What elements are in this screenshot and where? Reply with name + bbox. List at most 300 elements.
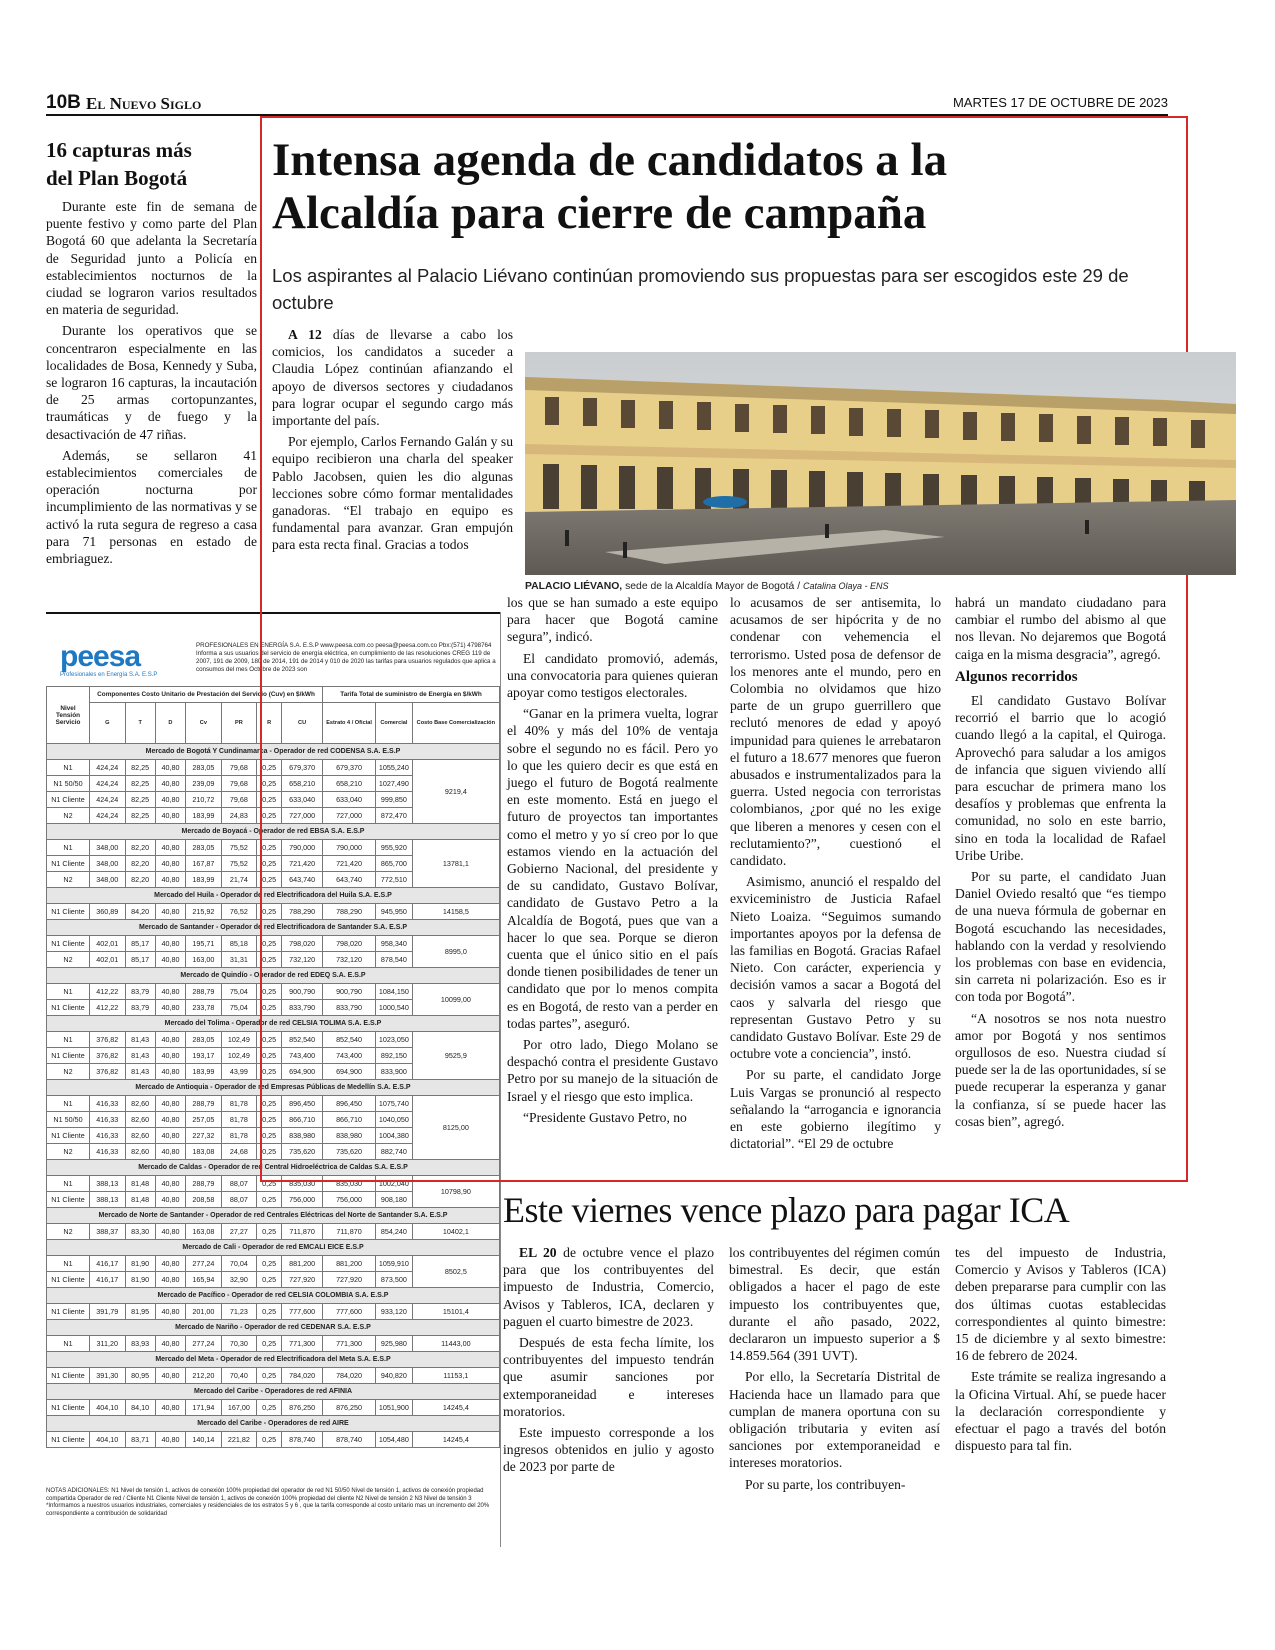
base-cost-cell: 8995,0 [412, 936, 499, 968]
table-cell: 88,07 [221, 1192, 257, 1208]
photo-caption-text: sede de la Alcaldía Mayor de Bogotá / [622, 581, 803, 592]
base-cost-cell: 14245,4 [412, 1400, 499, 1416]
table-cell: 40,80 [155, 1144, 185, 1160]
base-cost-cell: 8502,5 [412, 1256, 499, 1288]
table-cell: 958,340 [376, 936, 413, 952]
table-cell: 239,09 [186, 776, 222, 792]
table-cell: 82,25 [125, 776, 155, 792]
table-cell: 0,25 [257, 1144, 282, 1160]
table-row [47, 1400, 500, 1416]
table-cell: 88,07 [221, 1176, 257, 1192]
market-title: Mercado de Antioquia - Operador de red Empresas Públicas de Medellín S.A. E.S.P [47, 1080, 500, 1096]
table-cell: 771,300 [282, 1336, 323, 1352]
table-cell: 81,43 [125, 1064, 155, 1080]
table-cell: 416,33 [90, 1144, 126, 1160]
table-cell: 283,05 [186, 840, 222, 856]
table-cell: 210,72 [186, 792, 222, 808]
ica-col-3: tes del impuesto de Industria, Comercio y Avisos y Tableros (ICA) deben prepararse para cumplir con las dos últimas cuotas establecidas correspondientes al quinto bimestre: 15 de diciembre y al sexto bimestre: 16 de febrero de 2024. Este trámite se realiza ingresando a la Oficina Virtual. Ahí, se puede hacer la declaración correspondiente y efectuar el pago a través del botón dispuesto para tal fin. [955, 1245, 1166, 1454]
table-cell: 424,24 [90, 808, 126, 824]
header-col: Estrato 4 / Oficial [323, 703, 376, 744]
market-title: Mercado del Caribe - Operadores de red AFINIA [47, 1384, 500, 1400]
market-row [47, 1320, 500, 1336]
table-cell: 424,24 [90, 776, 126, 792]
table-cell: 82,60 [125, 1096, 155, 1112]
table-cell: 679,370 [323, 760, 376, 776]
table-cell: 82,25 [125, 792, 155, 808]
table-cell: 40,80 [155, 1400, 185, 1416]
table-cell: 75,04 [221, 1000, 257, 1016]
table-cell: 933,120 [376, 1304, 413, 1320]
table-cell: 1059,910 [376, 1256, 413, 1272]
table-cell: 83,79 [125, 984, 155, 1000]
table-cell: 0,25 [257, 1400, 282, 1416]
table-cell: 40,80 [155, 856, 185, 872]
table-cell: 24,68 [221, 1144, 257, 1160]
table-cell: 878,740 [323, 1432, 376, 1448]
table-cell: 882,740 [376, 1144, 413, 1160]
table-cell: 40,80 [155, 1096, 185, 1112]
market-row [47, 1288, 500, 1304]
table-cell: 424,24 [90, 792, 126, 808]
table-cell: 0,25 [257, 1256, 282, 1272]
table-cell: 852,540 [323, 1032, 376, 1048]
table-cell: 777,600 [323, 1304, 376, 1320]
table-cell: 0,25 [257, 904, 282, 920]
table-cell: 83,71 [125, 1432, 155, 1448]
header-col: PR [221, 703, 257, 744]
table-cell: N1 Cliente [47, 1272, 90, 1288]
table-cell: 866,710 [323, 1112, 376, 1128]
table-cell: 784,020 [282, 1368, 323, 1384]
market-title: Mercado del Tolima - Operador de red CELSIA TOLIMA S.A. E.S.P [47, 1016, 500, 1032]
table-cell: 40,80 [155, 808, 185, 824]
table-cell: 416,33 [90, 1096, 126, 1112]
table-cell: 221,82 [221, 1432, 257, 1448]
table-cell: 85,18 [221, 936, 257, 952]
table-cell: 835,030 [282, 1176, 323, 1192]
table-cell: 658,210 [323, 776, 376, 792]
table-cell: 955,920 [376, 840, 413, 856]
table-cell: 82,20 [125, 840, 155, 856]
table-cell: 735,620 [323, 1144, 376, 1160]
table-cell: 1055,240 [376, 760, 413, 776]
header-col: R [257, 703, 282, 744]
table-cell: 838,980 [323, 1128, 376, 1144]
table-cell: 70,30 [221, 1336, 257, 1352]
table-cell: 772,510 [376, 872, 413, 888]
table-cell: 838,980 [282, 1128, 323, 1144]
table-cell: N2 [47, 1224, 90, 1240]
table-cell: 27,27 [221, 1224, 257, 1240]
table-cell: N1 Cliente [47, 856, 90, 872]
market-row [47, 1384, 500, 1400]
base-cost-cell: 14245,4 [412, 1432, 499, 1448]
market-title: Mercado de Norte de Santander - Operador de red Centrales Eléctricas del Norte de Santander S.A. E.S.P [47, 1208, 500, 1224]
table-cell: 833,900 [376, 1064, 413, 1080]
palacio-lievano-photo [525, 352, 1236, 575]
table-cell: 756,000 [323, 1192, 376, 1208]
table-cell: 40,80 [155, 776, 185, 792]
table-cell: 76,52 [221, 904, 257, 920]
table-cell: 788,290 [323, 904, 376, 920]
table-cell: 40,80 [155, 1112, 185, 1128]
table-cell: 0,25 [257, 1304, 282, 1320]
table-cell: 277,24 [186, 1256, 222, 1272]
peesa-logo-text: peesa [60, 640, 141, 673]
table-cell: 633,040 [323, 792, 376, 808]
base-cost-cell: 9219,4 [412, 760, 499, 824]
table-cell: 694,900 [323, 1064, 376, 1080]
table-cell: 85,17 [125, 936, 155, 952]
table-cell: 1051,900 [376, 1400, 413, 1416]
table-cell: 21,74 [221, 872, 257, 888]
base-cost-cell: 10798,90 [412, 1176, 499, 1208]
table-cell: 643,740 [323, 872, 376, 888]
table-cell: 208,58 [186, 1192, 222, 1208]
table-cell: 81,78 [221, 1112, 257, 1128]
table-cell: 402,01 [90, 936, 126, 952]
table-cell: N1 Cliente [47, 1000, 90, 1016]
table-cell: 1084,150 [376, 984, 413, 1000]
table-cell: 866,710 [282, 1112, 323, 1128]
table-cell: N1 [47, 984, 90, 1000]
market-title: Mercado de Cali - Operador de red EMCALI EICE E.S.P [47, 1240, 500, 1256]
table-cell: N2 [47, 808, 90, 824]
table-cell: 416,17 [90, 1272, 126, 1288]
sidebar-paragraph: Durante los operativos que se concentraron especialmente en las localidades de Bosa, Kennedy y Suba, se lograron 16 capturas, la incautación de 25 armas cortopunzantes, traumáticas y de fuego y la desactivación de 47 riñas. [46, 323, 257, 442]
table-cell: 1040,050 [376, 1112, 413, 1128]
table-cell: 81,90 [125, 1272, 155, 1288]
table-cell: 183,99 [186, 808, 222, 824]
header-nivel: Nivel Tensión Servicio [47, 687, 90, 744]
table-cell: 0,25 [257, 1064, 282, 1080]
table-cell: 1004,380 [376, 1128, 413, 1144]
table-cell: 183,99 [186, 1064, 222, 1080]
table-cell: 81,78 [221, 1128, 257, 1144]
table-cell: 75,52 [221, 856, 257, 872]
table-cell: 40,80 [155, 1048, 185, 1064]
table-cell: 852,540 [282, 1032, 323, 1048]
table-cell: 102,49 [221, 1032, 257, 1048]
table-cell: 788,290 [282, 904, 323, 920]
table-cell: 727,000 [323, 808, 376, 824]
table-cell: 82,60 [125, 1144, 155, 1160]
table-cell: 163,08 [186, 1224, 222, 1240]
table-cell: 70,40 [221, 1368, 257, 1384]
table-cell: 32,90 [221, 1272, 257, 1288]
table-cell: 711,870 [282, 1224, 323, 1240]
table-cell: 633,040 [282, 792, 323, 808]
table-cell: 0,25 [257, 1176, 282, 1192]
table-cell: 412,22 [90, 984, 126, 1000]
table-cell: 40,80 [155, 1176, 185, 1192]
issue-date: MARTES 17 DE OCTUBRE DE 2023 [952, 95, 1168, 110]
table-cell: 288,79 [186, 1096, 222, 1112]
sidebar-paragraph: Durante este fin de semana de puente festivo y como parte del Plan Bogotá 60 que adelanta la Secretaría de Seguridad junto a Policía en establecimientos nocturnos de la ciudad se lograron varios resultados en materia de seguridad. [46, 199, 257, 318]
table-row [47, 1368, 500, 1384]
table-cell: N1 Cliente [47, 792, 90, 808]
table-cell: 388,37 [90, 1224, 126, 1240]
table-cell: 876,250 [282, 1400, 323, 1416]
table-cell: 0,25 [257, 1368, 282, 1384]
table-cell: 679,370 [282, 760, 323, 776]
table-cell: 732,120 [282, 952, 323, 968]
table-cell: 658,210 [282, 776, 323, 792]
table-cell: 0,25 [257, 760, 282, 776]
table-cell: 881,200 [282, 1256, 323, 1272]
table-cell: 391,79 [90, 1304, 126, 1320]
table-cell: 743,400 [323, 1048, 376, 1064]
table-cell: N1 Cliente [47, 904, 90, 920]
table-cell: 40,80 [155, 1256, 185, 1272]
sidebar-paragraph: Además, se sellaron 41 establecimientos comerciales de operación nocturna por incumplimiento de las normativas y se activó la ruta segura de regreso a casa para 71 personas en estado de embriaguez. [46, 447, 257, 567]
table-cell: 81,48 [125, 1176, 155, 1192]
table-cell: 416,33 [90, 1112, 126, 1128]
table-cell: N1 [47, 840, 90, 856]
header-group1: Componentes Costo Unitario de Prestación del Servicio (Cuv) en $/kWh [90, 687, 323, 703]
table-cell: 1054,480 [376, 1432, 413, 1448]
table-cell: 40,80 [155, 952, 185, 968]
base-cost-cell: 13781,1 [412, 840, 499, 888]
table-cell: 925,980 [376, 1336, 413, 1352]
table-cell: 227,32 [186, 1128, 222, 1144]
table-cell: N1 [47, 1096, 90, 1112]
photo-caption-bold: PALACIO LIÉVANO, [525, 581, 623, 592]
table-cell: 0,25 [257, 776, 282, 792]
table-cell: 711,870 [323, 1224, 376, 1240]
table-cell: 743,400 [282, 1048, 323, 1064]
table-cell: 1002,040 [376, 1176, 413, 1192]
table-cell: 694,900 [282, 1064, 323, 1080]
table-cell: 0,25 [257, 1128, 282, 1144]
table-cell: 360,89 [90, 904, 126, 920]
ica-col-2: los contribuyentes del régimen común bimestral. Es decir, que están obligados a hacer el pago de este impuesto los contribuyentes que, durante el año pasado, 2022, declararon un impuesto superior a $ 14.859.564 (391 UVT). Por ello, la Secretaría Distrital de Hacienda hace un llamado para que cumplan de manera oportuna con su obligación tributaria y eviten así sanciones por extemporaneidad e intereses moratorios. Por su parte, los contribuyen- [729, 1245, 940, 1492]
table-cell: N1 Cliente [47, 936, 90, 952]
table-cell: 167,87 [186, 856, 222, 872]
table-cell: 732,120 [323, 952, 376, 968]
base-cost-cell: 8125,00 [412, 1096, 499, 1160]
table-cell: 735,620 [282, 1144, 323, 1160]
table-cell: 873,500 [376, 1272, 413, 1288]
table-cell: 163,00 [186, 952, 222, 968]
table-cell: N2 [47, 872, 90, 888]
table-cell: 40,80 [155, 904, 185, 920]
table-cell: 165,94 [186, 1272, 222, 1288]
table-row [47, 1304, 500, 1320]
table-cell: 0,25 [257, 1336, 282, 1352]
table-cell: 412,22 [90, 1000, 126, 1016]
table-cell: 0,25 [257, 1032, 282, 1048]
table-cell: 83,79 [125, 1000, 155, 1016]
sidebar-story [46, 136, 257, 601]
table-cell: 721,420 [323, 856, 376, 872]
table-cell: 388,13 [90, 1192, 126, 1208]
table-cell: 79,68 [221, 760, 257, 776]
table-cell: 79,68 [221, 776, 257, 792]
table-cell: 945,950 [376, 904, 413, 920]
table-cell: 0,25 [257, 872, 282, 888]
main-col-3: lo acusamos de ser antisemita, lo acusamos de ser hipócrita y de no condenar con vehemencia el terrorismo. Usted posa de defensor de los menores ante el mundo, pero en Colombia no olvidamos que hizo parte de un grupo guerrillero que reclutó menores de edad y apoyó impunidad para quienes le arrebataron el futuro a 18.677 menores que fueron abusados e instrumentalizados para la guerra. Usted negocia con terroristas colombianos, ¿por qué no les exige que liberen a menores y cesen con el reclutamiento?”, cuestionó el candidato. Asimismo, anunció el respaldo del exviceministro de Justicia Rafael Nieto Loaiza. “Seguimos sumando importantes apoyos por la defensa de las familias en Bogotá. Gracias Rafael Nieto. Con carácter, experiencia y decisión vamos a sacar a Bogotá del caos y salvarla del riesgo que representan Gustavo Petro y su candidato Gustavo Bolívar. Este 29 de octubre vote a conciencia”, instó. Por su parte, el candidato Jorge Luis Vargas se pronunció al respecto señalando la “arrogancia e ignorancia en este gobierno ilegítimo y dictatorial”. “El 29 de octubre [730, 595, 941, 1152]
page-number: 10B [46, 92, 81, 113]
header-col: D [155, 703, 185, 744]
table-cell: 0,25 [257, 808, 282, 824]
table-cell: N1 [47, 1176, 90, 1192]
market-row [47, 1240, 500, 1256]
base-cost-cell: 10099,00 [412, 984, 499, 1016]
table-cell: 183,08 [186, 1144, 222, 1160]
table-cell: 40,80 [155, 1000, 185, 1016]
table-cell: 212,20 [186, 1368, 222, 1384]
table-cell: 80,95 [125, 1368, 155, 1384]
table-cell: 140,14 [186, 1432, 222, 1448]
table-cell: 376,82 [90, 1064, 126, 1080]
market-title: Mercado del Meta - Operador de red Electrificadora del Meta S.A. E.S.P [47, 1352, 500, 1368]
market-row [47, 1352, 500, 1368]
table-cell: 876,250 [323, 1400, 376, 1416]
table-cell: 0,25 [257, 792, 282, 808]
table-cell: 881,200 [323, 1256, 376, 1272]
table-cell: 833,790 [323, 1000, 376, 1016]
table-cell: N2 [47, 1064, 90, 1080]
table-cell: 40,80 [155, 1336, 185, 1352]
table-cell: 0,25 [257, 1096, 282, 1112]
table-cell: 40,80 [155, 1032, 185, 1048]
table-cell: 81,43 [125, 1032, 155, 1048]
table-cell: 75,04 [221, 984, 257, 1000]
table-cell: N1 Cliente [47, 1048, 90, 1064]
table-cell: 0,25 [257, 1192, 282, 1208]
table-cell: 40,80 [155, 1064, 185, 1080]
table-cell: 348,00 [90, 840, 126, 856]
table-cell: 391,30 [90, 1368, 126, 1384]
table-cell: N1 [47, 1256, 90, 1272]
table-cell: 257,05 [186, 1112, 222, 1128]
table-cell: 0,25 [257, 936, 282, 952]
table-cell: 288,79 [186, 1176, 222, 1192]
table-cell: 102,49 [221, 1048, 257, 1064]
table-cell: 233,78 [186, 1000, 222, 1016]
table-cell: 0,25 [257, 840, 282, 856]
table-cell: N1 [47, 1336, 90, 1352]
table-cell: 40,80 [155, 872, 185, 888]
table-cell: 0,25 [257, 984, 282, 1000]
table-cell: N1 50/50 [47, 1112, 90, 1128]
ica-lead: EL 20 [519, 1245, 557, 1260]
table-cell: 777,600 [282, 1304, 323, 1320]
table-cell: 84,20 [125, 904, 155, 920]
main-subhead: Los aspirantes al Palacio Liévano continúan promoviendo sus propuestas para ser escogidos este 29 de octubre [272, 265, 1129, 313]
table-row [47, 1224, 500, 1240]
table-cell: 70,04 [221, 1256, 257, 1272]
header-col: Cv [186, 703, 222, 744]
table-row [47, 1336, 500, 1352]
peesa-logo [60, 642, 180, 678]
ica-headline: Este viernes vence plazo para pagar ICA [503, 1190, 1070, 1230]
table-cell: 81,95 [125, 1304, 155, 1320]
table-cell: N1 [47, 760, 90, 776]
table-cell: 835,030 [323, 1176, 376, 1192]
table-cell: 82,60 [125, 1128, 155, 1144]
table-cell: 193,17 [186, 1048, 222, 1064]
table-cell: 1000,540 [376, 1000, 413, 1016]
base-cost-cell: 9525,9 [412, 1032, 499, 1080]
table-cell: 416,33 [90, 1128, 126, 1144]
table-cell: 940,820 [376, 1368, 413, 1384]
market-title: Mercado de Boyacá - Operador de red EBSA S.A. E.S.P [47, 824, 500, 840]
table-cell: 900,790 [323, 984, 376, 1000]
table-cell: 892,150 [376, 1048, 413, 1064]
table-cell: N1 Cliente [47, 1432, 90, 1448]
table-cell: 283,05 [186, 1032, 222, 1048]
table-cell: 288,79 [186, 984, 222, 1000]
table-cell: 83,93 [125, 1336, 155, 1352]
table-cell: 424,24 [90, 760, 126, 776]
table-cell: 171,94 [186, 1400, 222, 1416]
table-cell: 404,10 [90, 1432, 126, 1448]
table-cell: 416,17 [90, 1256, 126, 1272]
header-col: T [125, 703, 155, 744]
table-cell: 40,80 [155, 984, 185, 1000]
base-cost-cell: 11153,1 [412, 1368, 499, 1384]
table-cell: 784,020 [323, 1368, 376, 1384]
header-group2: Tarifa Total de suministro de Energía en $/kWh [323, 687, 500, 703]
table-cell: 40,80 [155, 936, 185, 952]
table-cell: 0,25 [257, 1112, 282, 1128]
header-col: CU [282, 703, 323, 744]
table-cell: 790,000 [323, 840, 376, 856]
table-cell: 40,80 [155, 840, 185, 856]
table-cell: N1 Cliente [47, 1400, 90, 1416]
table-cell: 40,80 [155, 1368, 185, 1384]
main-lead: A 12 [288, 327, 322, 342]
header-col: Costo Base Comercialización [412, 703, 499, 744]
table-cell: 376,82 [90, 1032, 126, 1048]
peesa-logo-tag: Profesionales en Energía S.A. E.S.P [60, 672, 158, 678]
table-cell: 82,20 [125, 872, 155, 888]
main-col-2: los que se han sumado a este equipo para hacer que Bogotá camine segura”, indicó. El candidato promovió, además, una convocatoria para quienes quieran apoyar como testigos electorales. “Ganar en la primera vuelta, lograr el 40% y más del 10% de ventaja sobre el segundo no es fácil. Pero yo lo que les quiero decir es que está en juego el futuro de Bogotá realmente en este momento. Está en juego el futuro de proyectos tan importantes como el metro y yo sí creo por lo que estamos viendo en la actuación del Gobierno Nacional, del presidente y de su candidato, Gustavo Bolívar, candidato de Gustavo Petro a la Alcaldía de Bogotá, pues que van a hacer lo que sea. Porque se dieron cuenta que el único sitio en el país donde tienen posibilidades de tener un candidato que por lo menos compita es en Bogotá, de resto van a perder en todas partes”, aseguró. Por otro lado, Diego Molano se despachó contra el presidente Gustavo Petro por su manejo de la situación de Israel y el riesgo que esto implica. “Presidente Gustavo Petro, no [507, 595, 718, 1125]
table-cell: 40,80 [155, 1224, 185, 1240]
base-cost-cell: 10402,1 [412, 1224, 499, 1240]
table-cell: 900,790 [282, 984, 323, 1000]
market-title: Mercado de Bogotá Y Cundinamarca - Operador de red CODENSA S.A. E.S.P [47, 744, 500, 760]
table-row [47, 1432, 500, 1448]
table-cell: 311,20 [90, 1336, 126, 1352]
base-cost-cell: 14158,5 [412, 904, 499, 920]
header-col: Comercial [376, 703, 413, 744]
table-cell: 40,80 [155, 760, 185, 776]
table-cell: 727,920 [282, 1272, 323, 1288]
table-cell: 215,92 [186, 904, 222, 920]
table-cell: 727,000 [282, 808, 323, 824]
main-headline: Intensa agenda de candidatos a la Alcaldía para cierre de campaña [272, 134, 948, 239]
table-cell: 83,30 [125, 1224, 155, 1240]
table-cell: 402,01 [90, 952, 126, 968]
table-cell: 771,300 [323, 1336, 376, 1352]
page-header [46, 92, 1168, 114]
table-cell: N1 [47, 1032, 90, 1048]
table-cell: 75,52 [221, 840, 257, 856]
table-cell: 798,020 [323, 936, 376, 952]
table-cell: 167,00 [221, 1400, 257, 1416]
photo-caption [525, 581, 1236, 592]
sidebar-body [46, 198, 257, 567]
table-cell: 40,80 [155, 1128, 185, 1144]
table-cell: 40,80 [155, 1304, 185, 1320]
table-cell: 71,23 [221, 1304, 257, 1320]
table-cell: 40,80 [155, 1272, 185, 1288]
table-cell: 798,020 [282, 936, 323, 952]
tariff-notes-1: NOTAS ADICIONALES: N1 Nivel de tensión 1, activos de conexión 100% propiedad del operador de red N1 50/50 Nivel de tensión 1, activos de conexión propiedad compartida Operador de red / Cliente N1 Cliente Nivel de tensión 1, activos de conexión 100% propiedad del cliente N2 Nivel de tensión 2 N3 Nivel de tensión 3 [46, 1488, 484, 1502]
